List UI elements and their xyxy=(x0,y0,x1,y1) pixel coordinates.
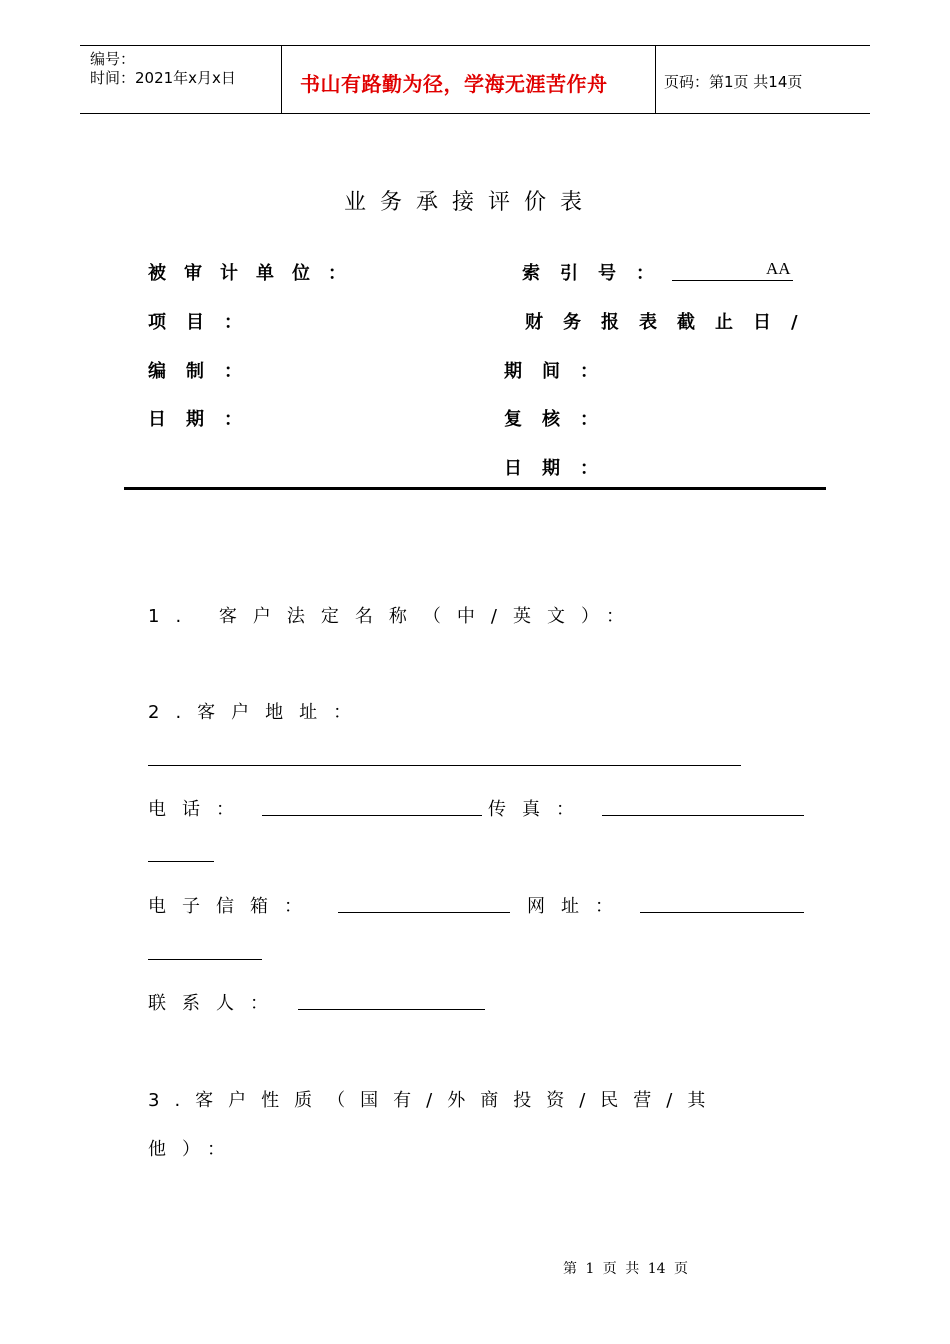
period-label: 期间： xyxy=(504,361,618,382)
section-1-client-name: 1. 客户法定名称（中/英文）： xyxy=(148,606,640,627)
section-3-client-type-cont: 他）： xyxy=(148,1139,241,1160)
index-label: 索引号： xyxy=(522,263,674,284)
fax-underline xyxy=(602,815,804,816)
fs-date-label: 财务报表截止日/ xyxy=(525,312,818,333)
index-value: AA xyxy=(766,259,791,278)
address-underline xyxy=(148,765,741,766)
index-underline xyxy=(672,280,793,281)
website-underline-cont xyxy=(148,959,262,960)
project-label: 项目： xyxy=(148,312,262,333)
header-motto: 书山有路勤为径，学海无涯苦作舟 xyxy=(300,72,608,96)
form-title: 业务承接评价表 xyxy=(344,190,597,215)
fax-underline-cont xyxy=(148,861,214,862)
header-divider-1 xyxy=(281,45,282,113)
prepared-label: 编制： xyxy=(148,361,262,382)
review-label: 复核： xyxy=(504,409,618,430)
date-label-right: 日期： xyxy=(504,458,618,479)
audited-unit-label: 被审计单位： xyxy=(148,263,364,284)
website-underline xyxy=(640,912,804,913)
header-number-label: 编号： xyxy=(90,50,136,68)
email-underline xyxy=(338,912,510,913)
header-bottom-rule xyxy=(80,113,870,114)
section-3-client-type: 3.客户性质（国有/外商投资/民营/其 xyxy=(148,1090,721,1111)
website-label: 网址： xyxy=(527,896,629,917)
section-2-client-address: 2.客户地址： xyxy=(148,702,368,723)
date-label-left: 日期： xyxy=(148,409,262,430)
header-time: 时间：2021年x月x日 xyxy=(90,69,236,87)
footer-page-number: 第 1 页 共 14 页 xyxy=(563,1261,688,1277)
fax-label: 传真： xyxy=(488,799,590,820)
section-divider xyxy=(124,487,826,490)
email-label: 电子信箱： xyxy=(148,896,318,917)
phone-underline xyxy=(262,815,482,816)
header-page-info: 页码：第1页 共14页 xyxy=(664,73,803,91)
phone-label: 电话： xyxy=(148,799,250,820)
contact-label: 联系人： xyxy=(148,993,284,1014)
header-divider-2 xyxy=(655,45,656,113)
header-top-rule xyxy=(80,45,870,46)
contact-underline xyxy=(298,1009,485,1010)
